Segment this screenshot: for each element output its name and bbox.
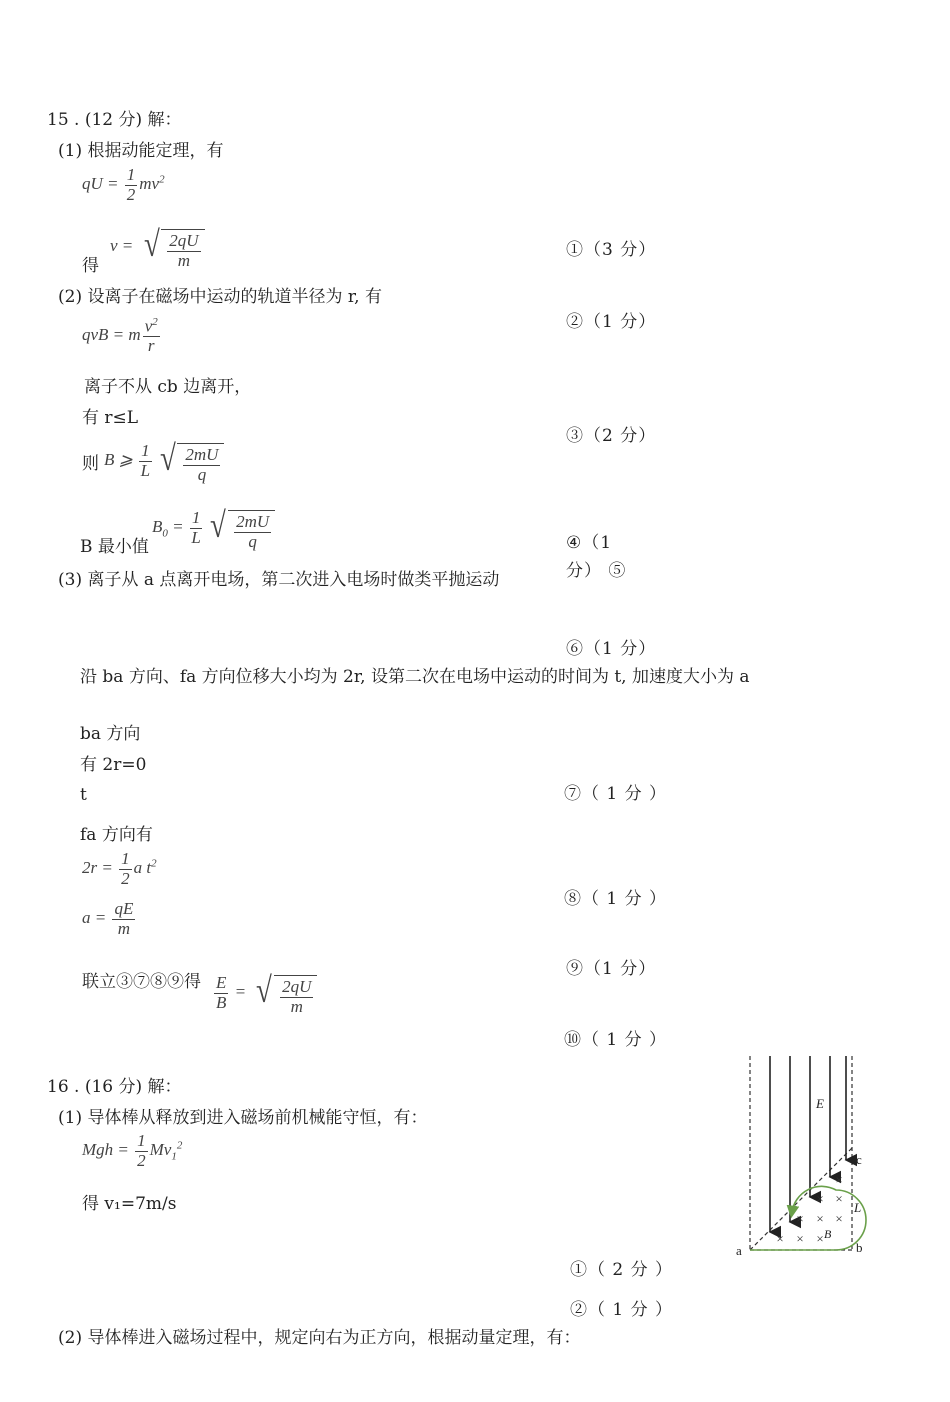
- cross-mark: ×: [835, 1172, 843, 1187]
- q15-part3: (3) 离子从 a 点离开电场，第二次进入电场时做类平抛运动: [58, 570, 500, 590]
- q16-part1: (1) 导体棒从释放到进入磁场前机械能守恒，有：: [58, 1108, 428, 1128]
- score-mark: ⑩（ 1 分 ）: [564, 1030, 668, 1050]
- q15-noleave: 离子不从 cb 边离开，: [84, 377, 252, 397]
- field-diagram: [732, 1052, 872, 1264]
- label-L: L: [854, 1200, 862, 1215]
- score-mark: ②（1 分）: [566, 312, 657, 332]
- cross-mark: ×: [776, 1231, 784, 1246]
- cross-mark: ×: [796, 1211, 804, 1226]
- ion-trajectory: [750, 1186, 866, 1250]
- score-mark: ⑥（1 分）: [566, 639, 657, 659]
- cross-mark: ×: [816, 1211, 824, 1226]
- cross-mark: ×: [796, 1231, 804, 1246]
- label-c: c: [856, 1152, 862, 1167]
- q15-yan: 沿 ba 方向、fa 方向位移大小均为 2r, 设第二次在电场中运动的时间为 t, 加速度大小为 a: [80, 667, 750, 687]
- score-mark: ①（ 2 分 ）: [570, 1260, 674, 1280]
- formula-2r: 2r = $\frac{1}{2}$ a $t^2$: [82, 849, 157, 888]
- score-mark: ⑨（1 分）: [566, 959, 657, 979]
- score-mark: ⑧（ 1 分 ）: [564, 889, 668, 909]
- formula-v: v = √ $\frac{2qU}{m}$: [110, 224, 205, 270]
- q15-de: 得: [82, 256, 99, 276]
- score-mark: ②（ 1 分 ）: [570, 1300, 674, 1320]
- cross-mark: ×: [835, 1211, 843, 1226]
- score-mark: 分） ⑤: [566, 561, 627, 581]
- label-B: B: [824, 1227, 832, 1241]
- q15-fa-dir: fa 方向有: [80, 825, 153, 845]
- formula-Mgh: Mgh = $\frac{1}{2}$ $Mv_1^2$: [82, 1131, 183, 1170]
- formula-B-ge: B ⩾ $\frac{1}{L}$ √ $\frac{2mU}{q}$: [104, 438, 224, 484]
- label-E: E: [816, 1096, 824, 1111]
- formula-qvB: qvB = m $\frac{v^2}{r}$: [82, 316, 158, 356]
- q15-part2: (2) 设离子在磁场中运动的轨道半径为 r, 有: [58, 287, 382, 307]
- score-mark: ⑦（ 1 分 ）: [564, 784, 668, 804]
- q16-part2: (2) 导体棒进入磁场过程中，规定向右为正方向，根据动量定理，有：: [58, 1328, 581, 1348]
- q15-r-le-L: 有 r≤L: [82, 408, 139, 428]
- formula-E-over-B: $\frac{E}{B}$ = √ $\frac{2qU}{m}$: [212, 970, 317, 1016]
- score-mark: ①（3 分）: [566, 240, 657, 260]
- q15-t: t: [80, 785, 87, 805]
- formula-a: a = $\frac{qE}{m}$: [82, 899, 134, 938]
- q16-header: 16 . (16 分) 解：: [47, 1077, 182, 1097]
- label-a: a: [736, 1243, 742, 1258]
- q15-bmin: B 最小值: [80, 537, 149, 557]
- q15-part1: (1) 根据动能定理，有: [58, 141, 224, 161]
- formula-B0: $B_0$ = $\frac{1}{L}$ √ $\frac{2mU}{q}$: [152, 505, 275, 551]
- score-mark: ③（2 分）: [566, 426, 657, 446]
- q15-lianli: 联立③⑦⑧⑨得: [82, 972, 201, 992]
- q16-v1: 得 v₁=7m/s: [82, 1194, 177, 1214]
- q15-2r: 有 2r=0: [80, 755, 147, 775]
- score-mark: ④（1: [566, 533, 613, 553]
- formula-qU: qU = $\frac{1}{2}$ $mv^2$: [82, 165, 165, 204]
- q15-header: 15 . (12 分) 解：: [47, 110, 182, 130]
- label-b: b: [856, 1240, 863, 1255]
- cross-mark: ×: [816, 1191, 824, 1206]
- cross-mark: ×: [835, 1191, 843, 1206]
- cross-mark: ×: [816, 1231, 824, 1246]
- q15-ba-dir: ba 方向: [80, 724, 141, 744]
- q15-ze: 则: [82, 454, 99, 474]
